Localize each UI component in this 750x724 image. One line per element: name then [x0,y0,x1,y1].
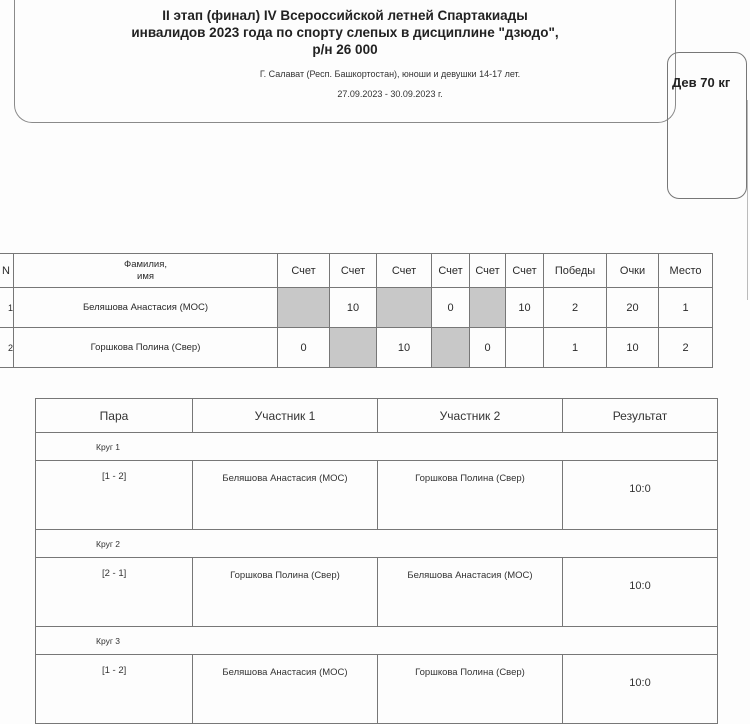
col-participant2-header: Участник 2 [378,399,563,433]
score-cell [432,328,470,368]
col-score-header: Счет [330,254,377,288]
row-num: 1 [0,288,14,328]
score-cell [377,288,432,328]
score-cell: 0 [432,288,470,328]
pair-cell: [1 - 2] [36,461,193,530]
score-cell: 10 [377,328,432,368]
pair-row [36,461,718,530]
col-num-header: N [0,254,14,288]
pairs-header-row [36,399,718,433]
score-cell: 0 [470,328,506,368]
score-cell [330,328,377,368]
score-cell [506,328,544,368]
wins-cell: 1 [544,328,607,368]
results-grid [0,253,713,368]
wins-cell: 2 [544,288,607,328]
score-cell: 0 [278,328,330,368]
round-row [36,433,718,461]
result-cell: 10:0 [563,461,718,530]
edge-line [747,100,748,300]
table-row [0,328,713,368]
col-result-header: Результат [563,399,718,433]
round-label: Круг 1 [36,433,718,461]
col-name-header [14,254,278,288]
round-label: Круг 3 [36,627,718,655]
table-row [0,288,713,328]
score-cell: 10 [330,288,377,328]
col-participant1-header: Участник 1 [193,399,378,433]
athlete-name: Беляшова Анастасия (МОС) [14,288,278,328]
round-row [36,627,718,655]
score-cell [278,288,330,328]
participant1-cell: Беляшова Анастасия (МОС) [193,655,378,724]
round-row [36,530,718,558]
pair-row [36,558,718,627]
score-cell: 10 [506,288,544,328]
title-line-3: р/н 26 000 [312,42,378,57]
col-points-header: Очки [607,254,659,288]
round-label: Круг 2 [36,530,718,558]
pair-row [36,655,718,724]
grid-header-row [0,254,713,288]
document-title [90,7,600,58]
col-score-header: Счет [506,254,544,288]
athlete-name: Горшкова Полина (Свер) [14,328,278,368]
pair-cell: [2 - 1] [36,558,193,627]
weight-category-box [667,52,747,199]
participant2-cell: Горшкова Полина (Свер) [378,655,563,724]
dates-text: 27.09.2023 - 30.09.2023 г. [337,89,443,99]
col-score-header: Счет [470,254,506,288]
result-cell: 10:0 [563,558,718,627]
col-pair-header: Пара [36,399,193,433]
col-place-header: Место [659,254,713,288]
pair-cell: [1 - 2] [36,655,193,724]
col-score-header: Счет [432,254,470,288]
col-name-line-2: имя [137,270,154,282]
points-cell: 10 [607,328,659,368]
location-text: Г. Салават (Респ. Башкортостан), юноши и девушки 14-17 лет. [259,69,521,79]
score-cell [470,288,506,328]
result-cell: 10:0 [563,655,718,724]
points-cell: 20 [607,288,659,328]
participant1-cell: Беляшова Анастасия (МОС) [193,461,378,530]
weight-category-label: Дев 70 кг [672,75,731,90]
col-score-header: Счет [377,254,432,288]
col-wins-header: Победы [544,254,607,288]
participant2-cell: Беляшова Анастасия (МОС) [378,558,563,627]
col-name-line-1: Фамилия, [124,258,167,270]
title-line-2: инвалидов 2023 года по спорту слепых в дисциплине "дзюдо", [131,25,559,40]
participant2-cell: Горшкова Полина (Свер) [378,461,563,530]
place-cell: 2 [659,328,713,368]
title-line-1: II этап (финал) IV Всероссийской летней Спартакиады [162,8,528,23]
col-score-header: Счет [278,254,330,288]
participant1-cell: Горшкова Полина (Свер) [193,558,378,627]
pairs-table [35,398,718,724]
row-num: 2 [0,328,14,368]
place-cell: 1 [659,288,713,328]
